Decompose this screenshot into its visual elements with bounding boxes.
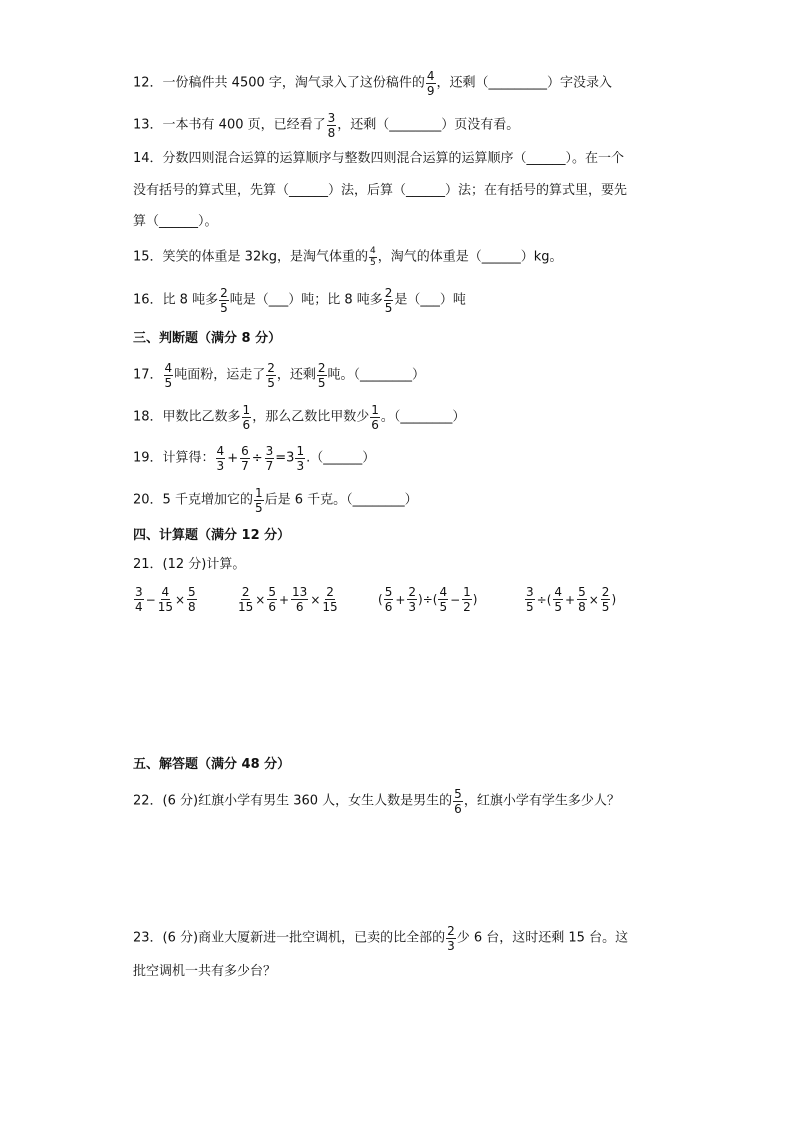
expression-3: ( $\frac{5}{6}$ + $\frac{2}{3}$ )÷( $\frac{4}{5}$ − $\frac{1}{2}$ ) <box>378 585 478 614</box>
question-15: 15．笑笑的体重是 32kg，是淘气体重的 $\frac{4}{5}$ ，淘气的体重是（______）kg。 <box>133 246 563 268</box>
fraction: $\frac{3}{5}$ <box>526 585 534 614</box>
question-20: 20．5 千克增加它的 $\frac{1}{5}$ 后是 6 千克。（________） <box>133 486 418 515</box>
fraction: $\frac{13}{6}$ <box>292 585 308 614</box>
section-heading-calculation: 四、计算题（满分 12 分） <box>133 528 291 543</box>
question-22: 22．(6 分)红旗小学有男生 360 人，女生人数是男生的 $\frac{5}{6}$ ，红旗小学有学生多少人？ <box>133 787 620 816</box>
fraction: $\frac{2}{5}$ <box>601 585 610 614</box>
fraction: $\frac{3}{7}$ <box>265 444 274 473</box>
fraction: $\frac{2}{15}$ <box>238 585 254 614</box>
fraction: $\frac{2}{15}$ <box>322 585 338 614</box>
question-14-line-1: 14．分数四则混合运算的运算顺序与整数四则混合运算的运算顺序（______）。在一个 <box>133 151 625 166</box>
section-heading-solution: 五、解答题（满分 48 分） <box>133 757 291 772</box>
section-heading-judgment: 三、判断题（满分 8 分） <box>133 331 282 346</box>
question-21: 21．(12 分)计算。 <box>133 557 246 572</box>
fraction: $\frac{5}{8}$ <box>578 585 586 614</box>
fraction: $\frac{6}{7}$ <box>241 444 249 473</box>
question-14-line-3: 算（______）。 <box>133 214 218 229</box>
fraction: $\frac{5}{8}$ <box>188 585 196 614</box>
expression-1: $\frac{3}{4}$ − $\frac{4}{15}$ × $\frac{5}{8}$ <box>135 585 196 614</box>
question-23-line-1: 23．(6 分)商业大厦新进一批空调机，已卖的比全部的 $\frac{2}{3}$ 少 6 台，这时还剩 15 台。这 <box>133 924 629 953</box>
question-19: 19．计算得： $\frac{4}{3}$ + $\frac{6}{7}$ ÷ $\frac{3}{7}$ =3 $\frac{1}{3}$ .（______） <box>133 444 376 473</box>
fraction: $\frac{1}{2}$ <box>463 585 471 614</box>
question-16: 16．比 8 吨多 $\frac{2}{5}$ 吨是（___）吨；比 8 吨多 $\frac{2}{5}$ 是（___）吨 <box>133 286 466 315</box>
fraction: $\frac{4}{5}$ <box>554 585 563 614</box>
fraction: $\frac{4}{5}$ <box>370 246 376 268</box>
fraction: $\frac{5}{6}$ <box>454 787 462 816</box>
expression-2: $\frac{2}{15}$ × $\frac{5}{6}$ + $\frac{13}{6}$ × $\frac{2}{15}$ <box>238 585 338 614</box>
question-17: 17． $\frac{4}{5}$ 吨面粉，运走了 $\frac{2}{5}$ ，还剩 $\frac{2}{5}$ 吨。（________） <box>133 361 426 390</box>
fraction: $\frac{4}{5}$ <box>164 361 173 390</box>
question-23-line-2: 批空调机一共有多少台？ <box>133 964 277 979</box>
fraction: $\frac{2}{5}$ <box>220 286 228 315</box>
fraction: $\frac{1}{6}$ <box>242 403 251 432</box>
expression-4: $\frac{3}{5}$ ÷( $\frac{4}{5}$ + $\frac{5}{8}$ × $\frac{2}{5}$ ) <box>526 585 617 614</box>
fraction: $\frac{5}{6}$ <box>384 585 393 614</box>
fraction: $\frac{1}{6}$ <box>371 403 379 432</box>
fraction: $\frac{4}{3}$ <box>216 444 225 473</box>
fraction: $\frac{3}{4}$ <box>135 585 143 614</box>
question-13: 13．一本书有 400 页，已经看了 $\frac{3}{8}$ ，还剩（________）页没有看。 <box>133 111 520 140</box>
fraction: $\frac{4}{15}$ <box>157 585 173 614</box>
fraction: $\frac{4}{5}$ <box>439 585 448 614</box>
fraction: $\frac{2}{5}$ <box>384 286 393 315</box>
fraction: $\frac{2}{3}$ <box>408 585 417 614</box>
question-18: 18．甲数比乙数多 $\frac{1}{6}$ ，那么乙数比甲数少 $\frac{1}{6}$ 。（________） <box>133 403 466 432</box>
fraction: $\frac{2}{5}$ <box>317 361 326 390</box>
fraction: $\frac{2}{5}$ <box>267 361 275 390</box>
fraction: $\frac{2}{3}$ <box>447 924 455 953</box>
fraction: $\frac{3}{8}$ <box>327 111 336 140</box>
question-14-line-2: 没有括号的算式里，先算（______）法，后算（______）法；在有括号的算式里，要先 <box>133 183 628 198</box>
fraction: $\frac{4}{9}$ <box>426 69 435 98</box>
fraction: $\frac{5}{6}$ <box>268 585 276 614</box>
fraction: $\frac{1}{3}$ <box>296 444 305 473</box>
question-12: 12．一份稿件共 4500 字，淘气录入了这份稿件的 $\frac{4}{9}$ ，还剩（_________）字没录入 <box>133 69 613 98</box>
fraction: $\frac{1}{5}$ <box>254 486 263 515</box>
